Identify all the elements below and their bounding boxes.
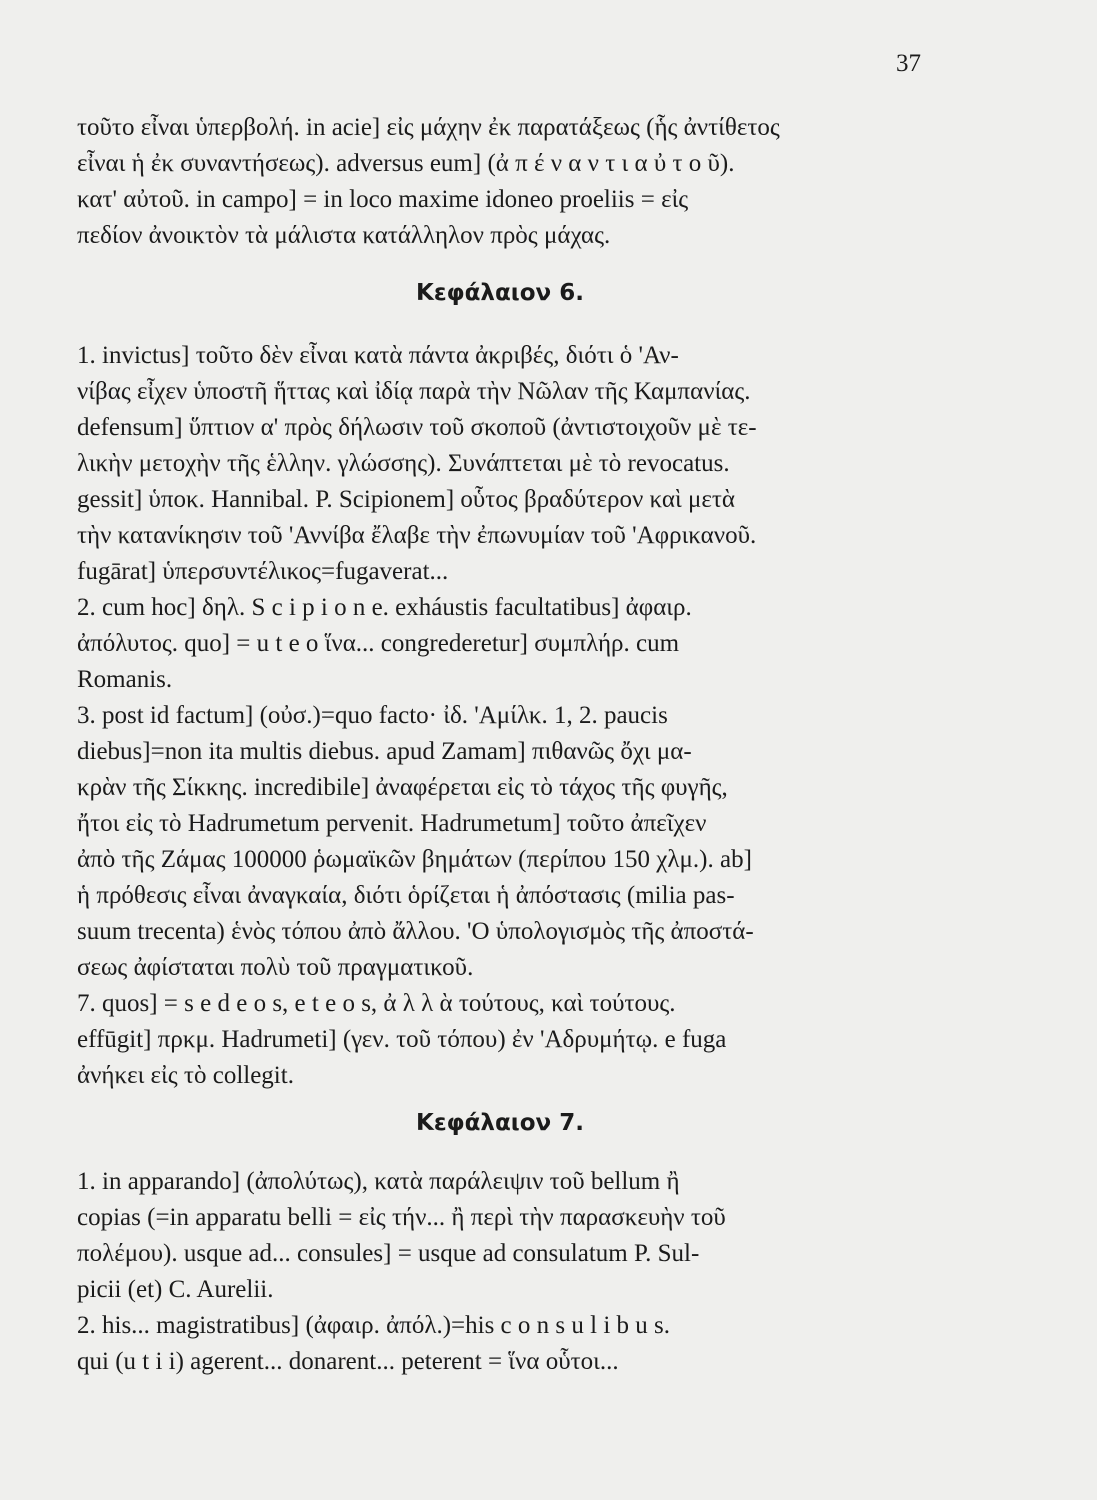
text-line: picii (et) C. Aurelii. — [77, 1276, 274, 1303]
text-line: defensum] ὕπτιον α' πρὸς δήλωσιν τοῦ σκοποῦ (ἀντιστοιχοῦν μὲ τε- — [77, 414, 757, 441]
text-line: 1. invictus] τοῦτο δὲν εἶναι κατὰ πάντα ἀκριβές, διότι ὁ 'Αν- — [77, 342, 679, 369]
chapter-heading-7: Κεφάλαιον 7. — [416, 1110, 584, 1136]
text-line: κρὰν τῆς Σίκκης. incredibile] ἀναφέρεται εἰς τὸ τάχος τῆς φυγῆς, — [77, 774, 728, 801]
text-line: τοῦτο εἶναι ὑπερβολή. in acie] εἰς μάχην ἐκ παρατάξεως (ἧς ἀντίθετος — [77, 114, 780, 141]
text-line: τὴν κατανίκησιν τοῦ 'Αννίβα ἔλαβε τὴν ἐπωνυμίαν τοῦ 'Αφρικανοῦ. — [77, 522, 757, 549]
text-line: 3. post id factum] (οὐσ.)=quo facto· ἰδ. 'Αμίλκ. 1, 2. paucis — [77, 702, 668, 729]
text-line: σεως ἀφίσταται πολὺ τοῦ πραγματικοῦ. — [77, 954, 474, 981]
text-line: suum trecenta) ἑνὸς τόπου ἀπὸ ἄλλου. 'Ο ὑπολογισμὸς τῆς ἀποστά- — [77, 918, 754, 945]
page-number: 37 — [896, 50, 921, 77]
text-line: effūgit] πρκμ. Hadrumeti] (γεν. τοῦ τόπου) ἐν 'Αδρυμήτῳ. e fuga — [77, 1026, 727, 1053]
text-line: κατ' αὐτοῦ. in campo] = in loco maxime idoneo proeliis = εἰς — [77, 186, 689, 213]
paragraph-continued — [77, 110, 922, 254]
text-line: copias (=in apparatu belli = εἰς τήν... ἢ περὶ τὴν παρασκευὴν τοῦ — [77, 1204, 726, 1231]
chapter-6-notes — [77, 338, 922, 1094]
text-line: 2. cum hoc] δηλ. S c i p i o n e. exháustis facultatibus] ἀφαιρ. — [77, 594, 692, 621]
text-line: ἀνήκει εἰς τὸ collegit. — [77, 1062, 294, 1089]
text-line: εἶναι ἡ ἐκ συναντήσεως). adversus eum] (ἀ π έ ν α ν τ ι α ὐ τ ο ῦ). — [77, 150, 735, 177]
text-line: 2. his... magistratibus] (ἀφαιρ. ἀπόλ.)=his c o n s u l i b u s. — [77, 1312, 670, 1339]
text-line: πεδίον ἀνοικτὸν τὰ μάλιστα κατάλληλον πρὸς μάχας. — [77, 222, 611, 249]
text-line: ἀπόλυτος. quo] = u t e o ἵνα... congrederetur] συμπλήρ. cum — [77, 630, 680, 657]
text-line: νίβας εἶχεν ὑποστῆ ἥττας καὶ ἰδίᾳ παρὰ τὴν Νῶλαν τῆς Καμπανίας. — [77, 378, 751, 405]
text-line: 1. in apparando] (ἀπολύτως), κατὰ παράλειψιν τοῦ bellum ἢ — [77, 1168, 680, 1195]
text-line: πολέμου). usque ad... consules] = usque ad consulatum P. Sul- — [77, 1240, 700, 1267]
text-line: λικὴν μετοχὴν τῆς ἑλλην. γλώσσης). Συνάπτεται μὲ τὸ revocatus. — [77, 450, 730, 477]
text-line: diebus]=non ita multis diebus. apud Zamam] πιθανῶς ὄχι μα- — [77, 738, 692, 765]
text-line: gessit] ὑποκ. Hannibal. P. Scipionem] οὗτος βραδύτερον καὶ μετὰ — [77, 486, 735, 513]
text-line: Romanis. — [77, 666, 173, 693]
text-line: ἤτοι εἰς τὸ Hadrumetum pervenit. Hadrumetum] τοῦτο ἀπεῖχεν — [77, 810, 707, 837]
text-line: fugārat] ὑπερσυντέλικος=fugaverat... — [77, 558, 449, 585]
text-line: ἀπὸ τῆς Ζάμας 100000 ῥωμαϊκῶν βημάτων (περίπου 150 χλμ.). ab] — [77, 846, 752, 873]
text-line: qui (u t i i) agerent... donarent... peterent = ἵνα οὗτοι... — [77, 1348, 619, 1375]
text-line: 7. quos] = s e d e o s, e t e o s, ἀ λ λ ὰ τούτους, καὶ τούτους. — [77, 990, 676, 1017]
chapter-7-notes — [77, 1164, 922, 1380]
text-line: ἡ πρόθεσις εἶναι ἀναγκαία, διότι ὁρίζεται ἡ ἀπόστασις (milia pas- — [77, 882, 735, 909]
chapter-heading-6: Κεφάλαιον 6. — [416, 280, 584, 306]
